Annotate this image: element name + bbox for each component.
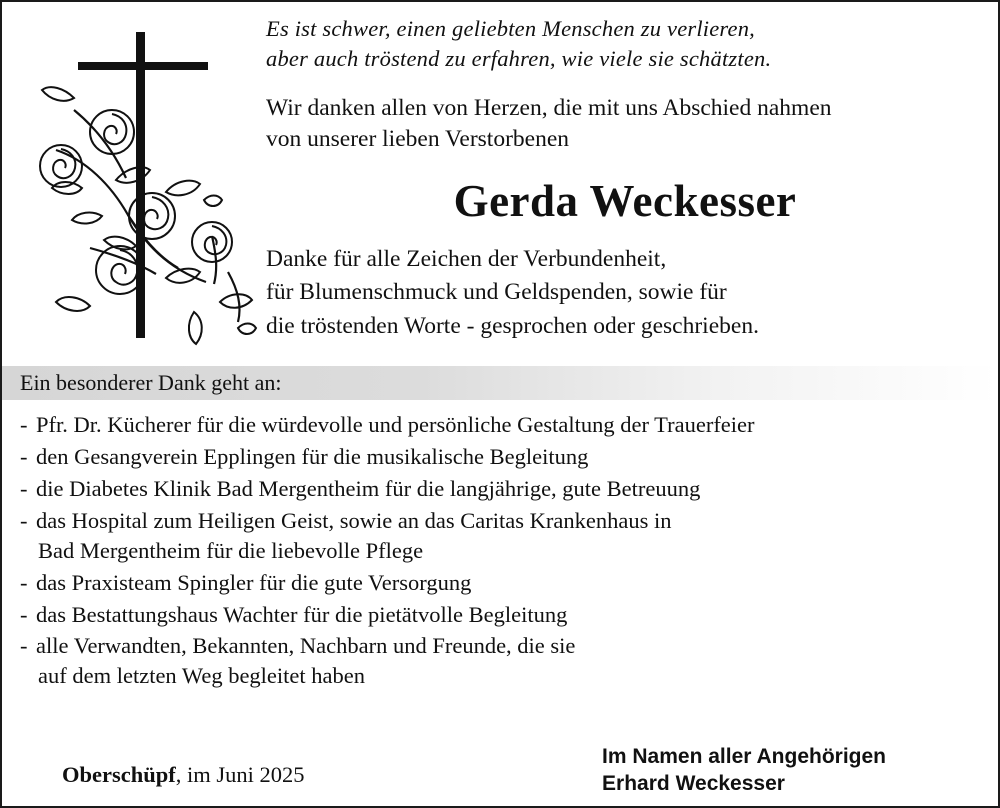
verse-line-1: Es ist schwer, einen geliebten Menschen zu verlieren, bbox=[266, 16, 756, 41]
gratitude-line-2: für Blumenschmuck und Geldspenden, sowie für bbox=[266, 279, 727, 306]
place-and-date bbox=[62, 762, 305, 798]
special-thanks-title: Ein besonderer Dank geht an: bbox=[20, 370, 282, 395]
list-item bbox=[20, 568, 982, 598]
cross-with-roses-icon bbox=[16, 10, 262, 360]
list-item-text: Pfr. Dr. Kücherer für die würdevolle und persönliche Gestaltung der Trauerfeier bbox=[36, 412, 755, 437]
list-item-text bbox=[36, 506, 982, 566]
deceased-name: Gerda Weckesser bbox=[453, 176, 797, 227]
list-item-line-1: das Hospital zum Heiligen Geist, sowie an das Caritas Krankenhaus in bbox=[36, 507, 672, 533]
family-signature bbox=[602, 743, 976, 798]
thanks-intro bbox=[266, 93, 984, 155]
gratitude-line-3: die tröstenden Worte - gesprochen oder geschrieben. bbox=[266, 312, 759, 339]
card-footer bbox=[2, 743, 998, 798]
special-thanks-band bbox=[2, 366, 998, 400]
verse-line-2: aber auch tröstend zu erfahren, wie viele sie schätzten. bbox=[266, 45, 772, 71]
bullet-dash: - bbox=[20, 507, 28, 533]
thanks-line-1: Wir danken allen von Herzen, die mit uns Abschied nahmen bbox=[266, 95, 832, 122]
bullet-dash: - bbox=[20, 475, 28, 501]
list-item bbox=[20, 600, 982, 630]
list-item-line-1: alle Verwandten, Bekannten, Nachbarn und Freunde, die sie bbox=[36, 633, 576, 659]
bullet-dash: - bbox=[20, 443, 28, 469]
list-item-text bbox=[36, 631, 982, 691]
list-item-line-2: Bad Mergentheim für die liebevolle Pflege bbox=[38, 537, 424, 563]
thanks-line-2: von unserer lieben Verstorbenen bbox=[266, 126, 570, 153]
bullet-dash: - bbox=[20, 601, 28, 627]
bullet-dash: - bbox=[20, 412, 28, 437]
list-item bbox=[20, 506, 982, 566]
date: , im Juni 2025 bbox=[175, 762, 305, 787]
header-text-block bbox=[262, 10, 984, 343]
verse bbox=[266, 14, 984, 73]
list-item-text: die Diabetes Klinik Bad Mergentheim für die langjährige, gute Betreuung bbox=[36, 475, 701, 501]
list-item-line-2: auf dem letzten Weg begleitet haben bbox=[38, 663, 366, 689]
place: Oberschüpf bbox=[62, 762, 176, 787]
card-header bbox=[2, 2, 998, 364]
gratitude-block bbox=[266, 243, 984, 343]
list-item-text: den Gesangverein Epplingen für die musikalische Begleitung bbox=[36, 443, 589, 469]
list-item-text: das Bestattungshaus Wachter für die pietätvolle Begleitung bbox=[36, 601, 568, 627]
bullet-dash: - bbox=[20, 569, 28, 595]
list-item bbox=[20, 474, 982, 504]
family-line-1: Im Namen aller Angehörigen bbox=[602, 744, 886, 768]
bullet-dash: - bbox=[20, 633, 28, 659]
family-line-2: Erhard Weckesser bbox=[602, 772, 785, 796]
list-item bbox=[20, 631, 982, 691]
gratitude-line-1: Danke für alle Zeichen der Verbundenheit, bbox=[266, 245, 667, 272]
list-item bbox=[20, 442, 982, 472]
thanks-list bbox=[2, 400, 998, 691]
list-item-text: das Praxisteam Spingler für die gute Versorgung bbox=[36, 569, 472, 595]
list-item bbox=[20, 410, 982, 440]
